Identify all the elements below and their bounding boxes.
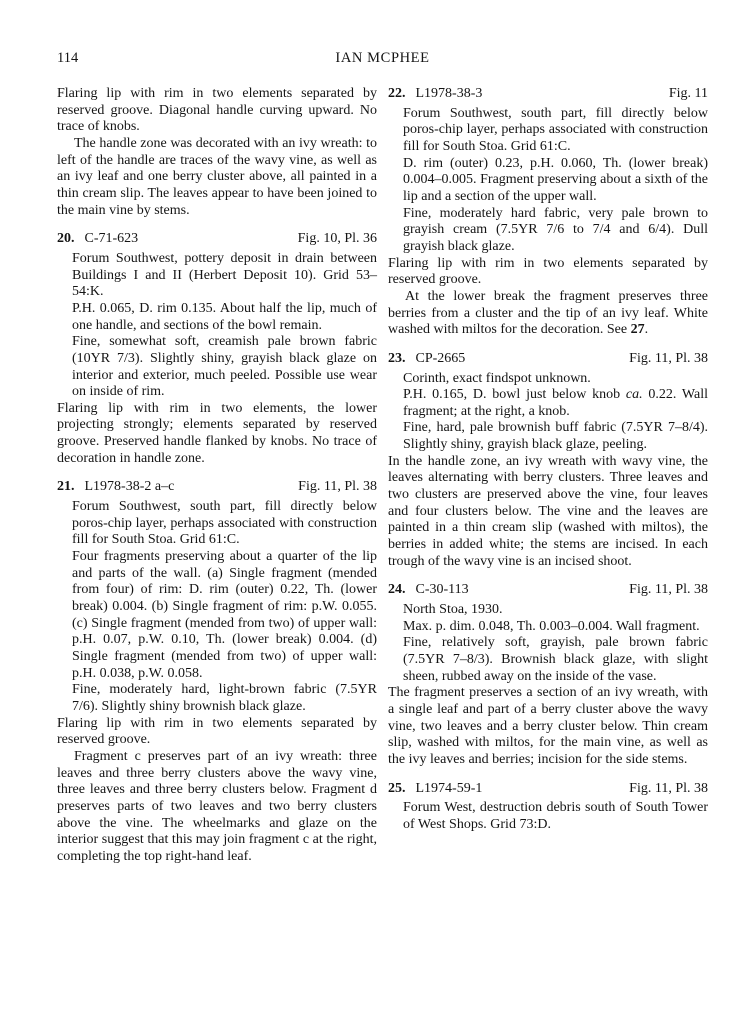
entry-body (403, 602, 708, 685)
entry-heading (388, 781, 708, 798)
dimensions-text: P.H. 0.165, D. bowl just below knob (403, 387, 621, 403)
entry-number: 24. (388, 582, 406, 598)
entry-title (388, 351, 465, 368)
entry-number: 25. (388, 780, 406, 796)
entry-heading (388, 351, 708, 368)
provenance-paragraph: Forum West, destruction debris south of South Tower of West Shops. Grid 73:D. (403, 800, 708, 832)
entry-heading (388, 86, 708, 103)
figure-plate-ref: Fig. 10, Pl. 36 (297, 231, 377, 247)
fabric-paragraph: Fine, relatively soft, grayish, pale brown fabric (7.5YR 7–8/3). Brownish black glaze, with slight sheen, rubbed away on the inside of the vase. (403, 635, 708, 684)
dimensions-paragraph: Max. p. dim. 0.048, Th. 0.003–0.004. Wall fragment. (403, 618, 700, 634)
intro-paragraph: Flaring lip with rim in two elements separated by reserved groove. Diagonal handle curving upward. No trace of knobs. (57, 86, 377, 135)
cross-reference: 27 (630, 322, 645, 338)
description-paragraph: Fragment c preserves part of an ivy wreath: three leaves and three berry clusters above the wavy vine, three leaves and three berry clusters below. Fragment d preserves parts of two leaves and two berry clusters above the vine. The wheelmarks and glaze on the interior suggest that this may join fragment c at the right, completing the top right-hand leaf. (57, 748, 377, 864)
description-paragraph: The fragment preserves a section of an ivy wreath, with a single leaf and part of a berry cluster above the wavy vine, two leaves and a berry cluster below. Thin cream slip, washed with miltos, for the main vine, as well as the ivy leaves and berries; incision for the side stems. (388, 685, 708, 767)
entry-heading (57, 231, 377, 248)
entry-id: C-30-113 (415, 582, 469, 598)
figure-plate-ref: Fig. 11, Pl. 38 (629, 780, 708, 796)
entry-title (57, 231, 138, 248)
entry-number: 22. (388, 86, 406, 101)
catalog-entry-22 (388, 86, 708, 339)
provenance-paragraph: Forum Southwest, south part, fill directly below poros-chip layer, perhaps associated with construction fill for South Stoa. Grid 61:C. (403, 105, 708, 154)
entry-heading (57, 479, 377, 496)
running-head: IAN MCPHEE (335, 50, 430, 66)
provenance-paragraph: North Stoa, 1930. (403, 602, 503, 618)
entry-body (72, 251, 377, 401)
figure-plate-ref: Fig. 11, Pl. 38 (298, 479, 377, 495)
entry-number: 20. (57, 231, 75, 247)
entry-title (57, 479, 174, 496)
dimensions-paragraph: Four fragments preserving about a quarter of the lip and parts of the wall. (a) Single fragment (mended from four) of rim: D. rim (outer) 0.22, Th. (lower break) 0.004. (b) Single fragment of rim: p.W. 0.055. (c) Single fragment (mended from two) of upper wall: p.H. 0.07, p.W. 0.10, Th. (lower break) 0.004. (d) Single fragment (mended from two) of upper wall: p.H. 0.038, p.W. 0.058. (72, 549, 377, 681)
figure-plate-ref: Fig. 11, Pl. 38 (629, 350, 708, 366)
entry-body (72, 499, 377, 716)
description-paragraph: In the handle zone, an ivy wreath with wavy vine, the leaves alternating with berry clusters. Three leaves and two clusters are preserved above the vine, four leaves and four clusters below. The vine and the leaves are painted in a thin cream slip (washed with miltos), the berries in added white; the stems are incised. In each trough of the wavy vine is an incised shoot. (388, 453, 708, 569)
figure-plate-ref: Fig. 11, Pl. 38 (629, 582, 708, 598)
fabric-paragraph: Fine, somewhat soft, creamish pale brown fabric (10YR 7/3). Slightly shiny, grayish black glaze on interior and exterior, much peeled. Possible use wear on inside of rim. (72, 334, 377, 400)
provenance-paragraph: Forum Southwest, pottery deposit in drain between Buildings I and II (Herbert Deposit 10). Grid 53–54:K. (72, 250, 377, 300)
entry-id: L1978-38-3 (415, 86, 483, 101)
catalog-entry-20 (57, 231, 377, 467)
dimensions-paragraph: D. rim (outer) 0.23, p.H. 0.060, Th. (lower break) 0.004–0.005. Fragment preserving about a sixth of the lip and a section of the upper wall. (403, 155, 708, 204)
entry-body (403, 371, 708, 454)
description-paragraph (388, 289, 708, 339)
entry-number: 23. (388, 350, 406, 366)
entry-body (403, 106, 708, 256)
entry-number: 21. (57, 479, 75, 495)
provenance-paragraph: Forum Southwest, south part, fill directly below poros-chip layer, perhaps associated with construction fill for South Stoa. Grid 61:C. (72, 499, 377, 548)
fabric-paragraph: Fine, moderately hard fabric, very pale brown to grayish cream (7.5YR 7/6 to 7/4 and 6/4). Dull grayish black glaze. (403, 205, 708, 254)
left-column (57, 86, 377, 866)
provenance-paragraph: Corinth, exact findspot unknown. (403, 370, 591, 386)
entry-title (388, 86, 482, 103)
description-paragraph: Flaring lip with rim in two elements separated by reserved groove. (388, 255, 708, 288)
fabric-paragraph: Fine, moderately hard, light-brown fabric (7.5YR 7/6). Slightly shiny brownish black glaze. (72, 682, 377, 714)
description-paragraph: Flaring lip with rim in two elements, the lower projecting strongly; elements separated by reserved groove. Preserved handle flanked by knobs. No trace of decoration in handle zone. (57, 400, 377, 466)
intro-paragraph: The handle zone was decorated with an ivy wreath: to left of the handle are traces of the wavy vine, as well as an ivy leaf and one berry cluster above, all painted in a thin cream slip. The leaves appear to have been joined to the main vine by stems. (57, 135, 377, 218)
entry-title (388, 781, 482, 798)
catalog-entry-23 (388, 351, 708, 571)
fabric-paragraph: Fine, hard, pale brownish buff fabric (7.5YR 7–8/4). Slightly shiny, grayish black glaze, peeling. (403, 420, 708, 453)
dimensions-paragraph: P.H. 0.065, D. rim 0.135. About half the lip, much of one handle, and sections of the bowl remain. (72, 300, 377, 333)
page-header (57, 50, 708, 67)
entry-id: L1978-38-2 a–c (84, 479, 175, 495)
catalog-entry-24 (388, 582, 708, 768)
description-paragraph: Flaring lip with rim in two elements separated by reserved groove. (57, 715, 377, 748)
entry-body (403, 800, 708, 833)
entry-heading (388, 582, 708, 599)
figure-plate-ref: Fig. 11 (668, 86, 708, 101)
right-column (388, 86, 708, 866)
entry-id: CP-2665 (415, 350, 466, 366)
dimensions-paragraph (403, 387, 708, 420)
dimensions-text: 0.22. Wall fragment; at the right, a knob. (403, 387, 708, 419)
catalog-entry-25 (388, 781, 708, 834)
text-columns (57, 86, 708, 866)
catalog-entry-21 (57, 479, 377, 865)
page-number: 114 (57, 50, 79, 66)
entry-id: C-71-623 (84, 231, 139, 247)
description-text: . (644, 322, 649, 338)
description-text: At the lower break the fragment preserves three berries from a cluster and the tip of an ivy leaf. White washed with miltos for the decoration. See (388, 288, 708, 338)
entry-title (388, 582, 469, 599)
circa-abbreviation: ca. (625, 387, 643, 403)
entry-id: L1974-59-1 (415, 780, 483, 796)
